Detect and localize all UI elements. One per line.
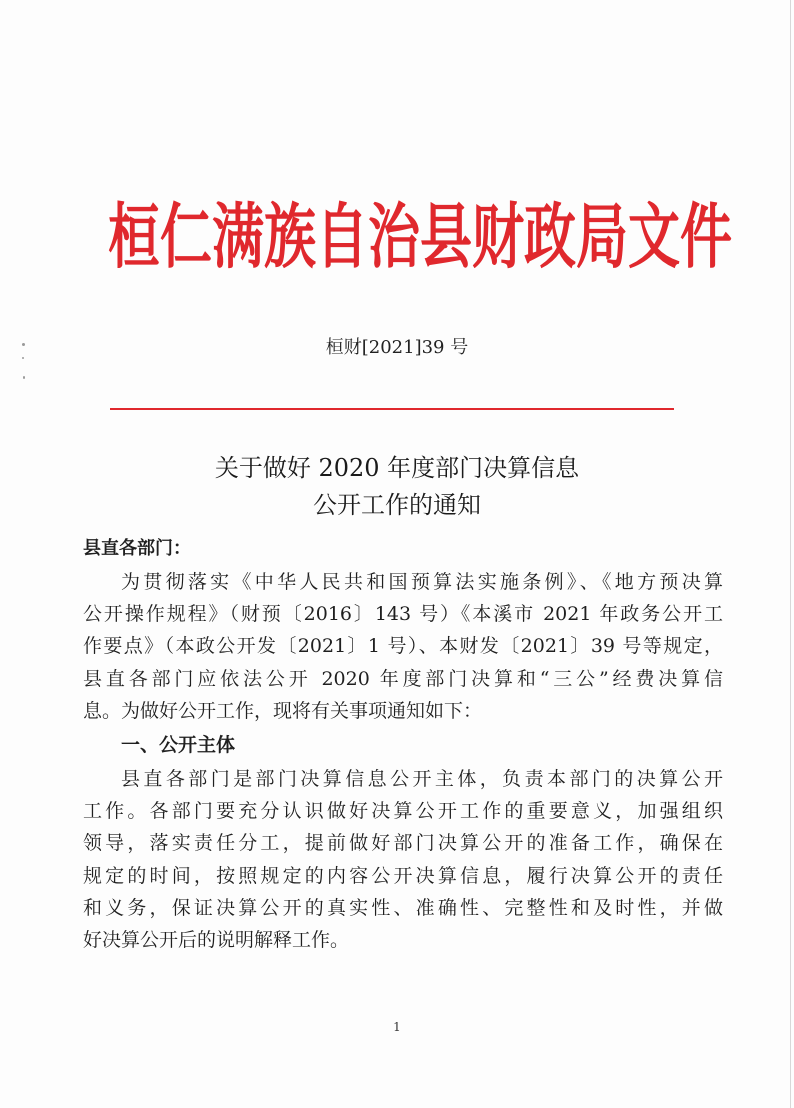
paragraph-line: 作要点》（本政公开发〔2021〕1 号）、本财发〔2021〕39 号等规定， [83,635,723,658]
paragraph-line: 公开操作规程》（财预〔2016〕143 号）《本溪市 2021 年政务公开工 [83,603,723,626]
paragraph-line: 息。为做好公开工作，现将有关事项通知如下： [83,699,483,722]
scan-speck [23,376,25,379]
salutation: 县直各部门： [83,538,191,559]
paragraph-1 [83,566,723,727]
paragraph-line: 县直各部门应依法公开 2020 年度部门决算和“三公”经费决算信 [83,667,723,690]
title-line-2: 公开工作的通知 [313,491,481,519]
red-divider-line [110,408,674,410]
scan-edge [790,0,791,1108]
document-body [83,532,723,956]
document-title [0,450,794,524]
title-line-1: 关于做好 2020 年度部门决算信息 [214,454,580,482]
paragraph-line: 和义务，保证决算公开的真实性、准确性、完整性和及时性，并做 [83,896,723,919]
paragraph-line: 县直各部门是部门决算信息公开主体，负责本部门的决算公开 [121,767,723,790]
document-number: 桓财[2021]39 号 [325,337,469,358]
paragraph-line: 工作。各部门要充分认识做好决算公开工作的重要意义，加强组织 [83,800,723,823]
page-number: 1 [393,1020,401,1034]
section-heading: 一、公开主体 [121,733,236,756]
paragraph-line: 规定的时间，按照规定的内容公开决算信息，履行决算公开的责任 [83,864,723,887]
document-masthead: 桓仁满族自治县财政局文件 [108,197,733,279]
paragraph-line: 好决算公开后的说明解释工作。 [83,928,350,951]
paragraph-line: 领导，落实责任分工，提前做好部门决算公开的准备工作，确保在 [83,832,723,855]
paragraph-line: 为贯彻落实《中华人民共和国预算法实施条例》、《地方预决算 [121,571,723,593]
paragraph-2 [83,763,723,956]
